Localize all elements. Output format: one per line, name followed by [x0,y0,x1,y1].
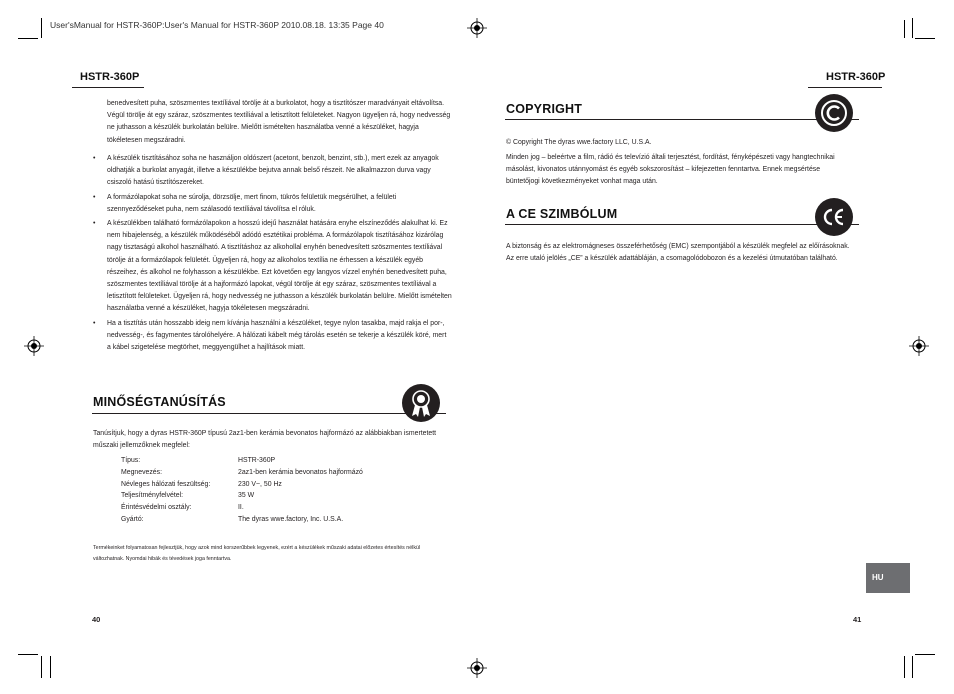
crop-mark [41,18,42,38]
crop-mark [912,656,913,678]
spec-key: Teljesítményfelvétel: [121,492,184,500]
spec-value: 230 V~, 50 Hz [238,480,282,488]
spec-value: 2az1-ben kerámia bevonatos hajformázó [238,468,363,476]
crop-mark [904,656,905,678]
spec-value: The dyras wwe.factory, Inc. U.S.A. [238,515,344,523]
header-rule [72,87,144,88]
intro-paragraph: benedvesített puha, szöszmentes textíliával törölje át a burkolatot, hogy a tisztítószer maradványait eltávolítsa. Végül törölje át egy száraz, szöszmentes textíliával a letisztított felületeket. Nagyon ügyeljen rá, hogy nedvesség ne juthasson a készülék burkolatán belülre. Mielőtt ismételten használatba venné a készüléket, hagyja tökéletesen megszáradni. [107,100,451,144]
registration-mark-icon [909,336,929,356]
right-page-header: HSTR-360P [826,71,886,83]
ce-paragraph: A biztonság és az elektromágneses összeférhetőség (EMC) szempontjából a készülék megfelel az előírásoknak. Az erre utaló jelölés „CE” a készülék adattábláján, a csomagolódobozon és a kezelési útmutatóban található. [506,243,850,263]
crop-mark [50,656,51,678]
crop-mark [18,38,38,39]
left-page-header: HSTR-360P [80,71,140,83]
crop-mark [904,20,905,38]
quality-seal-icon [402,384,440,422]
section-rule [92,413,446,414]
spec-key: Érintésvédelmi osztály: [121,504,192,512]
fine-print: Termékeinket folyamatosan fejlesztjük, hogy azok mind korszerűbbek legyenek, ezért a készülékek műszaki adatai előzetes értesítés nélkül változhatnak. Nyomdai hibák és tévedések joga fenntartva. [93,545,421,562]
spec-value: HSTR-360P [238,457,276,464]
registration-mark-icon [24,336,44,356]
spec-value: 35 W [238,492,255,500]
print-slug: User'sManual for HSTR-360P:User's Manual for HSTR-360P 2010.08.18. 13:35 Page 40 [50,20,384,30]
copyright-icon [815,94,853,132]
list-item: • A készülék tisztításához soha ne használjon oldószert (acetont, benzolt, benzint, stb.), mert ezek az anyagok oldhatják a burkolat anyagát, illetve a készülékbe bejutva annak belső részeit. Ne alkalmazzon durva vagy csiszoló hatású tisztítószereket. [107,153,452,190]
crop-mark [18,654,38,655]
header-rule [808,87,882,88]
registration-mark-icon [467,18,487,38]
copyright-section-title: COPYRIGHT [506,102,583,116]
spec-key: Típus: [121,457,141,464]
spec-key: Megnevezés: [121,468,162,476]
language-tab: HU [866,563,910,593]
crop-mark [41,656,42,678]
page-number: 41 [853,615,862,624]
spec-key: Gyártó: [121,515,144,523]
crop-mark [915,654,935,655]
crop-mark [912,18,913,38]
ce-mark-icon [815,198,853,236]
section-rule [505,224,859,225]
quality-section-title: MINŐSÉGTANÚSÍTÁS [93,395,226,409]
copyright-line: © Copyright The dyras wwe.factory LLC, U.S.A. [506,139,652,146]
crop-mark [915,38,935,39]
quality-paragraph: Tanúsítjuk, hogy a dyras HSTR-360P típusú 2az1-ben kerámia bevonatos hajformázó az alábbiakban ismertetett műszaki jellemzőknek megfelel: [93,430,437,450]
spec-key: Névleges hálózati feszültség: [121,480,211,488]
registration-mark-icon [467,658,487,678]
ce-section-title: A CE SZIMBÓLUM [506,207,618,221]
list-item: • A formázólapokat soha ne súrolja, dörzsölje, mert finom, tükrös felületük megsérülhet, a felületi szennyeződéseket puha, nem szálasodó textíliával távolítsa el róluk. [107,192,452,216]
spec-value: II. [238,504,244,512]
copyright-paragraph: Minden jog – beleértve a film, rádió és televízió általi terjesztést, fordítást, fényképészeti vagy hangtechnikai másolást, kivonatos utánnyomást és egyéb sokszorosítást – kifejezetten fenntartva. Ennek megsértése büntetőjogi következményeket vonhat maga után. [506,154,835,186]
list-item: • A készülékben található formázólapokon a hosszú idejű használat hatására enyhe elszíneződés alakulhat ki. Ez nem hibajelenség, a készülék működéséből adódó esztétikai probléma. A formázólapok tisztításához kizárólag nagy tisztaságú alkohol használható. A tisztításhoz az alkohollal enyhén benedvesített szöszmentes textíliával törölje át a formázólapok felületét. Ügyeljen rá, hogy az alkoholos textília ne érhessen a készülék egyéb részeihez, és alkohol ne folyhasson a készülékbe. Ezt követően egy langyos vízzel enyhén benedvesített puha, szöszmentes textíliával törölje át a hajformázó lapokat, végül törölje át egy száraz, szöszmentes textíliával a letisztított felületeket. Ügyeljen rá, hogy nedvesség ne juthasson a készülék burkolatán belülre. Mielőtt ismételten használatba venné a készüléket, hagyja tökéletesen megszáradni. [107,218,452,316]
section-rule [505,119,859,120]
list-item: • Ha a tisztítás után hosszabb ideig nem kívánja használni a készüléket, tegye nylon tasakba, majd rakja el por-, nedvesség-, és fagymentes tárolóhelyére. A hálózati kábelt még tárolás esetén se tekerje a készülék köré, mert a kábel szigetelése megtörhet, meggyengülhet a hajlítások miatt. [107,318,452,355]
page-number: 40 [92,615,101,624]
cleaning-bullet-list [107,153,452,356]
